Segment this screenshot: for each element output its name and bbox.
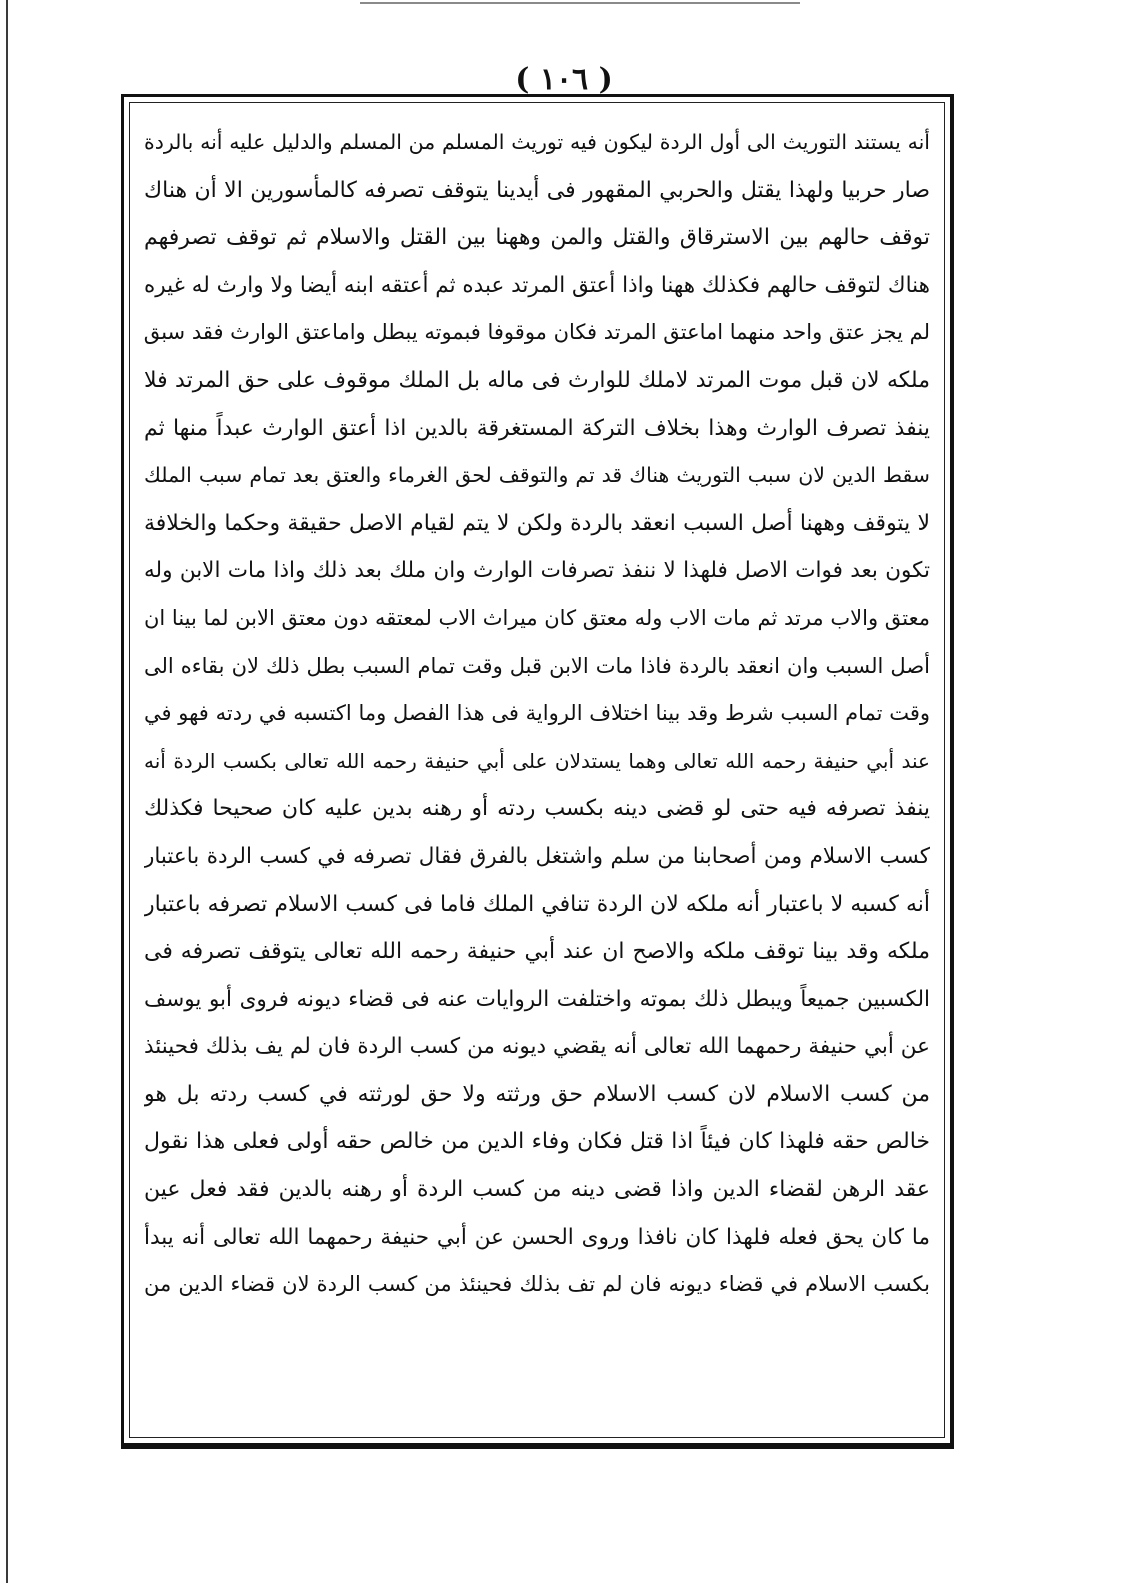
text-line: بكسب الاسلام في قضاء ديونه فان لم تف بذلك فحينئذ من كسب الردة لان قضاء الدين من (144, 1272, 930, 1297)
text-line: ينفذ تصرفه فيه حتى لو قضى دينه بكسب ردته أو رهنه بدين عليه كان صحيحا فكذلك (144, 796, 930, 822)
text-line: وقت تمام السبب شرط وقد بينا اختلاف الرواية فى هذا الفصل وما اكتسبه في ردته فهو في (144, 701, 930, 726)
text-line: صار حربيا ولهذا يقتل والحربي المقهور فى أيدينا يتوقف تصرفه كالمأسورين الا أن هناك (144, 177, 930, 203)
text-line: معتق والاب مرتد ثم مات الاب وله معتق كان ميراث الاب لمعتقه دون معتق الابن لما بينا ان (144, 605, 930, 630)
text-line: سقط الدين لان سبب التوريث هناك قد تم والتوقف لحق الغرماء والعتق بعد تمام سبب الملك (144, 463, 930, 488)
text-line: توقف حالهم بين الاسترقاق والقتل والمن وههنا بين القتل والاسلام ثم توقف تصرفهم (144, 225, 930, 251)
text-line: خالص حقه فلهذا كان فيئاً اذا قتل فكان وفاء الدين من خالص حقه أولى فعلى هذا نقول (144, 1129, 930, 1155)
page-edge-rule (6, 0, 8, 1583)
text-frame-inner (129, 102, 945, 1438)
text-line: لم يجز عتق واحد منهما اماعتق المرتد فكان موقوفا فبموته يبطل واماعتق الوارث فقد سبق (144, 320, 930, 345)
text-line: عقد الرهن لقضاء الدين واذا قضى دينه من كسب الردة أو رهنه بالدين فقد فعل عين (144, 1177, 930, 1203)
text-line: أنه كسبه لا باعتبار أنه ملكه لان الردة تنافي الملك فاما فى كسب الاسلام تصرفه باعتبار (144, 891, 930, 917)
text-line: أصل السبب وان انعقد بالردة فاذا مات الابن قبل وقت تمام السبب بطل ذلك لان بقاءه الى (144, 653, 930, 678)
top-rule (360, 2, 800, 4)
text-line: هناك لتوقف حالهم فكذلك ههنا واذا أعتق المرتد عبده ثم أعتقه ابنه أيضا ولا وارث له غيره (144, 272, 930, 298)
text-line: الكسبين جميعاً ويبطل ذلك بموته واختلفت الروايات عنه فى قضاء ديونه فروى أبو يوسف (144, 986, 930, 1012)
text-line: أنه يستند التوريث الى أول الردة ليكون فيه توريث المسلم من المسلم والدليل عليه أنه بالردة (144, 130, 930, 154)
text-line: ملكه وقد بينا توقف ملكه والاصح ان عند أبي حنيفة رحمه الله تعالى يتوقف تصرفه فى (144, 939, 930, 965)
body-text (144, 119, 930, 1309)
text-frame (121, 94, 954, 1449)
text-line: ملكه لان قبل موت المرتد لاملك للوارث فى ماله بل الملك موقوف على حق المرتد فلا (144, 367, 930, 393)
text-line: عن أبي حنيفة رحمهما الله تعالى أنه يقضي ديونه من كسب الردة فان لم يف بذلك فحينئذ (144, 1034, 930, 1060)
text-line: ما كان يحق فعله فلهذا كان نافذا وروى الحسن عن أبي حنيفة رحمهما الله تعالى أنه يبدأ (144, 1224, 930, 1250)
text-line: من كسب الاسلام لان كسب الاسلام حق ورثته ولا حق لورثته في كسب ردته بل هو (144, 1081, 930, 1107)
text-line: لا يتوقف وههنا أصل السبب انعقد بالردة ولكن لا يتم لقيام الاصل حقيقة وحكما والخلافة (144, 510, 930, 536)
text-line: عند أبي حنيفة رحمه الله تعالى وهما يستدلان على أبي حنيفة رحمه الله تعالى بكسب الردة أنه (144, 748, 930, 773)
text-line: كسب الاسلام ومن أصحابنا من سلم واشتغل بالفرق فقال تصرفه في كسب الردة باعتبار (144, 843, 930, 869)
page-number: ( ١٠٦ ) (515, 62, 613, 97)
text-line: ينفذ تصرف الوارث وهذا بخلاف التركة المستغرقة بالدين اذا أعتق الوارث عبداً منها ثم (144, 415, 930, 441)
text-line: تكون بعد فوات الاصل فلهذا لا ننفذ تصرفات الوارث وان ملك بعد ذلك واذا مات الابن وله (144, 558, 930, 584)
